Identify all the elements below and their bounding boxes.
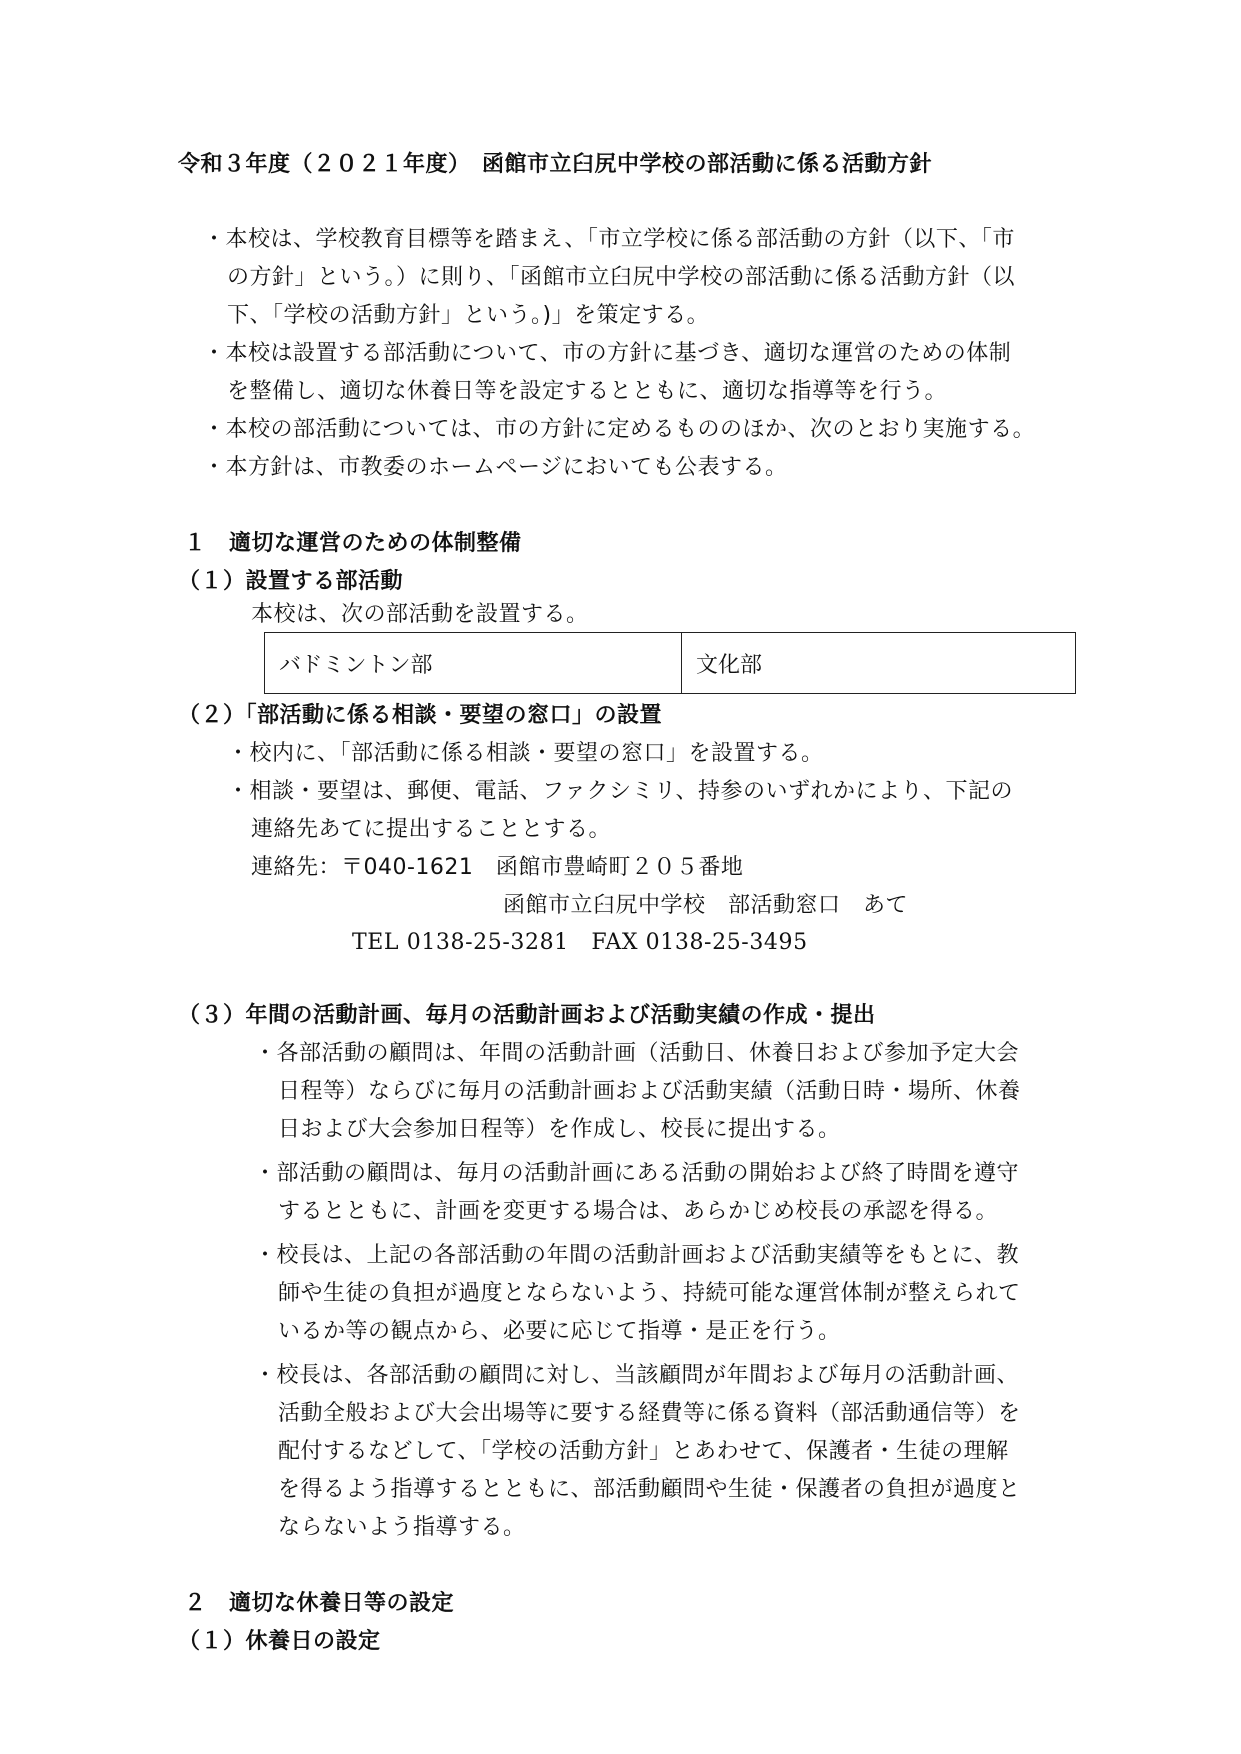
intro-line: ・本方針は、市教委のホームページにおいても公表する。 — [203, 455, 788, 480]
table-row — [265, 633, 1076, 694]
intro-line: 下、「学校の活動方針」という。)」を策定する。 — [227, 303, 710, 328]
club-cell: バドミントン部 — [265, 633, 682, 694]
subsection-2-1-heading: （１）休養日の設定 — [178, 1629, 381, 1654]
subsection-1-3-line: いるか等の観点から、必要に応じて指導・是正を行う。 — [278, 1319, 841, 1344]
subsection-1-1-text: 本校は、次の部活動を設置する。 — [251, 602, 589, 627]
document-title: 令和３年度（２０２１年度） 函館市立臼尻中学校の部活動に係る活動方針 — [178, 152, 933, 177]
contact-address: 連絡先：〒040-1621 函館市豊崎町２０５番地 — [251, 855, 744, 880]
section-1-heading: １ 適切な運営のための体制整備 — [184, 531, 522, 556]
subsection-1-3-line: 活動全般および大会出場等に要する経費等に係る資料（部活動通信等）を — [278, 1401, 1021, 1426]
club-cell: 文化部 — [682, 633, 1076, 694]
subsection-1-3-line: ・部活動の顧問は、毎月の活動計画にある活動の開始および終了時間を遵守 — [254, 1161, 1020, 1186]
subsection-1-3-heading: （３）年間の活動計画、毎月の活動計画および活動実績の作成・提出 — [178, 1003, 876, 1028]
intro-line: ・本校は設置する部活動について、市の方針に基づき、適切な運営のための体制 — [203, 341, 1012, 366]
intro-line: ・本校は、学校教育目標等を踏まえ、「市立学校に係る部活動の方針（以下、「市 — [203, 227, 1015, 252]
contact-addressee: 函館市立臼尻中学校 部活動窓口 あて — [503, 893, 909, 918]
intro-line: の方針」という。）に則り、「函館市立臼尻中学校の部活動に係る活動方針（以 — [227, 265, 1016, 290]
subsection-1-2-line: ・相談・要望は、郵便、電話、ファクシミリ、持参のいずれかにより、下記の — [227, 779, 1013, 804]
subsection-1-2-heading: （２）「部活動に係る相談・要望の窓口」の設置 — [178, 703, 663, 728]
subsection-1-3-line: 日および大会参加日程等）を作成し、校長に提出する。 — [278, 1117, 841, 1142]
subsection-1-3-line: 日程等）ならびに毎月の活動計画および活動実績（活動日時・場所、休養 — [278, 1079, 1021, 1104]
subsection-1-3-line: ・校長は、上記の各部活動の年間の活動計画および活動実績等をもとに、教 — [254, 1243, 1020, 1268]
subsection-1-1-heading: （１）設置する部活動 — [178, 569, 404, 594]
subsection-1-3-line: するとともに、計画を変更する場合は、あらかじめ校長の承認を得る。 — [278, 1199, 999, 1224]
subsection-1-3-line: を得るよう指導するとともに、部活動顧問や生徒・保護者の負担が過度と — [278, 1477, 1021, 1502]
subsection-1-2-line: 連絡先あてに提出することとする。 — [251, 817, 612, 842]
subsection-1-3-line: ならないよう指導する。 — [278, 1515, 526, 1540]
intro-line: ・本校の部活動については、市の方針に定めるもののほか、次のとおり実施する。 — [203, 417, 1036, 442]
club-table — [264, 632, 1076, 694]
subsection-1-3-line: 配付するなどして、「学校の活動方針」とあわせて、保護者・生徒の理解 — [278, 1439, 1009, 1464]
contact-phone-fax: TEL 0138-25-3281 FAX 0138-25-3495 — [352, 930, 808, 955]
subsection-1-3-line: ・校長は、各部活動の顧問に対し、当該顧問が年間および毎月の活動計画、 — [254, 1363, 1020, 1388]
subsection-1-3-line: ・各部活動の顧問は、年間の活動計画（活動日、休養日および参加予定大会 — [254, 1041, 1020, 1066]
subsection-1-2-line: ・校内に、「部活動に係る相談・要望の窓口」を設置する。 — [227, 741, 824, 766]
subsection-1-3-line: 師や生徒の負担が過度とならないよう、持続可能な運営体制が整えられて — [278, 1281, 1021, 1306]
intro-line: を整備し、適切な休養日等を設定するとともに、適切な指導等を行う。 — [227, 379, 948, 404]
section-2-heading: ２ 適切な休養日等の設定 — [184, 1591, 455, 1616]
